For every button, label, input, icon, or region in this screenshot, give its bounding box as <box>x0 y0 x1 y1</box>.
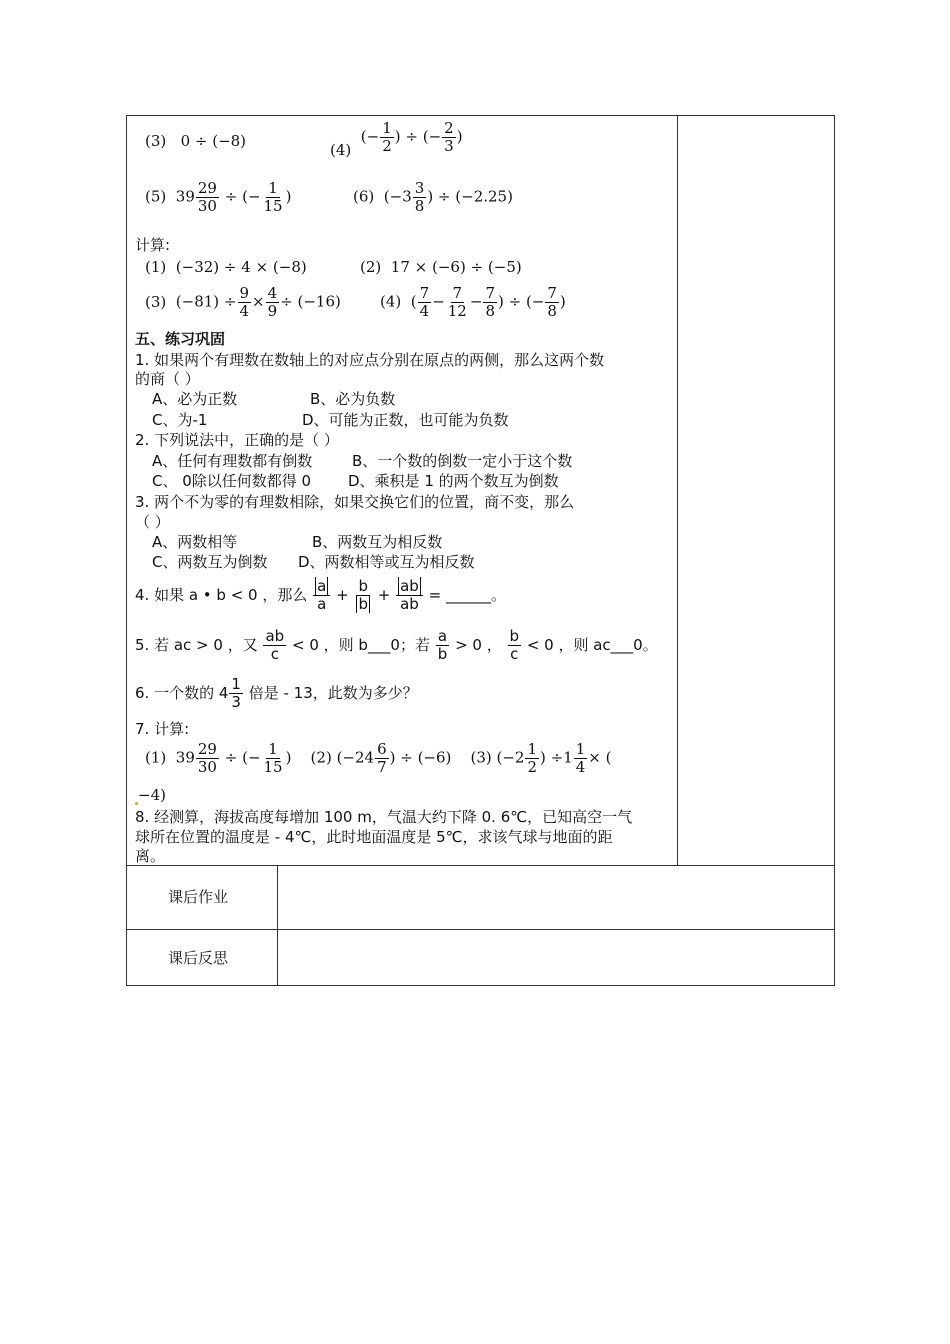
row-divider-1 <box>126 865 835 866</box>
q1-line2: 的商（ ） <box>135 370 200 388</box>
q3-line1: 3. 两个不为零的有理数相除，如果交换它们的位置，商不变，那么 <box>135 493 575 511</box>
problem-5: (5) 39 $\frac{29}{30}$ ÷ (− $\frac{1}{15}$ ) <box>145 179 292 215</box>
q1-option-b: B、必为负数 <box>310 390 396 408</box>
homework-label: 课后作业 <box>168 888 229 906</box>
q2-option-d: D、乘积是 1 的两个数互为倒数 <box>348 472 559 490</box>
q1-line1: 1. 如果两个有理数在数轴上的对应点分别在原点的两侧，那么这两个数 <box>135 351 605 369</box>
problem-4: (4) (− $\frac{1}{2}$ ) ÷ (− $\frac{2}{3}$ ) <box>330 119 463 159</box>
calc-1: (1) (−32) ÷ 4 × (−8) <box>145 258 307 276</box>
calc-label: 计算: <box>135 236 171 254</box>
q3-option-a: A、两数相等 <box>152 533 238 551</box>
q3-option-c: C、两数互为倒数 <box>152 553 268 571</box>
section-title: 五、练习巩固 <box>135 330 226 348</box>
label-column-divider <box>277 865 278 986</box>
calc-4: (4) ( $\frac{7}{4}$ − $\frac{7}{12}$ − $\frac{7}{8}$ ) ÷ (− $\frac{7}{8}$ ) <box>380 284 566 320</box>
q7-problems: (1) 39 $\frac{29}{30}$ ÷ (− $\frac{1}{15}$ ) (2) (−24 $\frac{6}{7}$ ) ÷ (−6) (3) (−2 $\frac{1}{2}$ ) ÷1 $\frac{1}{4}$ × ( <box>145 740 612 776</box>
row-divider-2 <box>126 929 835 930</box>
q2: 2. 下列说法中，正确的是（ ） <box>135 431 339 449</box>
q5: 5. 若 ac > 0 ，又 $\frac{ab}{c}$ < 0 ，则 b___0；若 $\frac{a}{b}$ > 0 ， $\frac{b}{c}$ < 0 ，则 ac___0。 <box>135 627 658 663</box>
problem-6: (6) (−3 $\frac{3}{8}$ ) ÷ (−2.25) <box>353 179 513 215</box>
q8-line3: 离。 <box>135 847 166 865</box>
problem-3: (3) 0 ÷ (−8) <box>145 132 247 150</box>
right-column-divider <box>677 115 678 866</box>
q3-line2: （ ） <box>135 513 170 531</box>
q2-option-a: A、任何有理数都有倒数 <box>152 452 313 470</box>
calc-2: (2) 17 × (−6) ÷ (−5) <box>360 258 522 276</box>
q4: 4. 如果 a • b < 0 ，那么 $\frac{a}{a}$ + $\frac{b}{b}$ + $\frac{ab}{ab}$ = ______。 <box>135 577 506 613</box>
q3-option-d: D、两数相等或互为相反数 <box>298 553 475 571</box>
q3-option-b: B、两数互为相反数 <box>312 533 443 551</box>
reflection-label: 课后反思 <box>168 949 229 967</box>
q6: 6. 一个数的 4 $\frac{1}{3}$ 倍是 - 13，此数为多少？ <box>135 675 418 711</box>
q1-option-d: D、可能为正数，也可能为负数 <box>302 411 509 429</box>
q2-option-c: C、 0除以任何数都得 0 <box>152 472 312 490</box>
q1-option-c: C、为-1 <box>152 411 208 429</box>
calc-3: (3) (−81) ÷ $\frac{9}{4}$ × $\frac{4}{9}$ ÷ (−16) <box>145 284 341 320</box>
q2-option-b: B、一个数的倒数一定小于这个数 <box>352 452 573 470</box>
q7: 7. 计算: <box>135 720 190 738</box>
q8-line2: 球所在位置的温度是 - 4℃，此时地面温度是 5℃，求该气球与地面的距 <box>135 828 613 846</box>
q1-option-a: A、必为正数 <box>152 390 238 408</box>
q7-tail: −4) <box>135 786 166 805</box>
q8-line1: 8. 经测算，海拔高度每增加 100 m，气温大约下降 0. 6℃，已知高空一气 <box>135 808 633 826</box>
